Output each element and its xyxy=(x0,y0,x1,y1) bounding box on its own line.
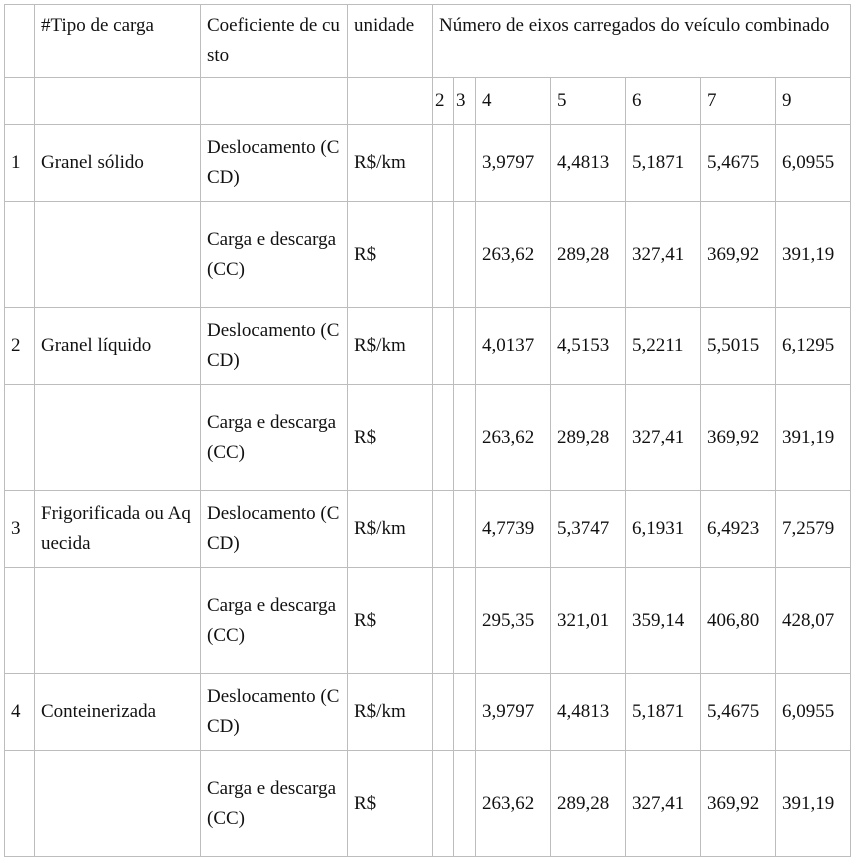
axle-6-value-cell: 5,2211 xyxy=(626,308,701,385)
cost-coefficient-cell: Carga e descarga (CC) xyxy=(201,202,348,308)
axle-4-value-cell: 3,9797 xyxy=(476,125,551,202)
axle-4-value-cell: 263,62 xyxy=(476,751,551,857)
unit-cell: R$/km xyxy=(348,674,433,751)
axle-2-value-cell xyxy=(433,385,454,491)
axle-3-value-cell xyxy=(454,385,476,491)
axle-2-value-cell xyxy=(433,202,454,308)
cargo-type-cell: Granel sólido xyxy=(35,125,201,202)
table-row xyxy=(5,202,851,308)
axle-7-value-cell: 5,4675 xyxy=(701,125,776,202)
axle-4-value-cell: 4,0137 xyxy=(476,308,551,385)
cargo-type-cell: Frigorificada ou Aquecida xyxy=(35,491,201,568)
row-number-cell xyxy=(5,385,35,491)
axle-3-value-cell xyxy=(454,202,476,308)
axle-6-value-cell: 327,41 xyxy=(626,202,701,308)
axle-header-6: 6 xyxy=(626,78,701,125)
table-row xyxy=(5,125,851,202)
cost-coefficient-cell: Deslocamento (CCD) xyxy=(201,491,348,568)
axle-header-3: 3 xyxy=(454,78,476,125)
axle-2-value-cell xyxy=(433,751,454,857)
axle-header-9: 9 xyxy=(776,78,851,125)
axle-9-value-cell: 391,19 xyxy=(776,385,851,491)
axle-4-value-cell: 295,35 xyxy=(476,568,551,674)
cargo-type-cell: Granel líquido xyxy=(35,308,201,385)
axle-2-value-cell xyxy=(433,491,454,568)
axle-5-value-cell: 321,01 xyxy=(551,568,626,674)
axle-4-value-cell: 263,62 xyxy=(476,385,551,491)
axle-3-value-cell xyxy=(454,125,476,202)
axle-header-5: 5 xyxy=(551,78,626,125)
axle-header-2: 2 xyxy=(433,78,454,125)
unit-cell: R$/km xyxy=(348,125,433,202)
axle-2-value-cell xyxy=(433,568,454,674)
unit-cell: R$ xyxy=(348,568,433,674)
axle-6-value-cell: 5,1871 xyxy=(626,125,701,202)
axle-2-value-cell xyxy=(433,308,454,385)
unit-cell: R$/km xyxy=(348,308,433,385)
table-row xyxy=(5,308,851,385)
axle-6-value-cell: 5,1871 xyxy=(626,674,701,751)
axle-5-value-cell: 4,4813 xyxy=(551,125,626,202)
cargo-type-cell: Conteinerizada xyxy=(35,674,201,751)
axle-3-value-cell xyxy=(454,674,476,751)
axle-6-value-cell: 6,1931 xyxy=(626,491,701,568)
axle-header-row xyxy=(5,78,851,125)
table-row xyxy=(5,751,851,857)
header-cell-unidade: unidade xyxy=(348,5,433,78)
table-row xyxy=(5,674,851,751)
axle-5-value-cell: 289,28 xyxy=(551,202,626,308)
unit-cell: R$ xyxy=(348,751,433,857)
row-number-cell: 1 xyxy=(5,125,35,202)
table-row xyxy=(5,491,851,568)
axle-7-value-cell: 369,92 xyxy=(701,385,776,491)
axle-9-value-cell: 7,2579 xyxy=(776,491,851,568)
cargo-type-cell xyxy=(35,751,201,857)
empty-cell xyxy=(201,78,348,125)
empty-cell xyxy=(5,78,35,125)
axle-7-value-cell: 369,92 xyxy=(701,202,776,308)
table-row xyxy=(5,385,851,491)
axle-5-value-cell: 289,28 xyxy=(551,751,626,857)
axle-9-value-cell: 391,19 xyxy=(776,202,851,308)
cost-coefficient-cell: Deslocamento (CCD) xyxy=(201,674,348,751)
axle-7-value-cell: 369,92 xyxy=(701,751,776,857)
header-cell-num xyxy=(5,5,35,78)
cost-coefficient-cell: Carga e descarga (CC) xyxy=(201,385,348,491)
header-cell-eixos: Número de eixos carregados do veículo combinado xyxy=(433,5,851,78)
cargo-type-cell xyxy=(35,385,201,491)
cost-coefficient-cell: Deslocamento (CCD) xyxy=(201,308,348,385)
header-row xyxy=(5,5,851,78)
axle-3-value-cell xyxy=(454,491,476,568)
cost-coefficient-cell: Deslocamento (CCD) xyxy=(201,125,348,202)
axle-9-value-cell: 6,0955 xyxy=(776,125,851,202)
header-cell-coef: Coeficiente de custo xyxy=(201,5,348,78)
axle-9-value-cell: 6,0955 xyxy=(776,674,851,751)
axle-header-7: 7 xyxy=(701,78,776,125)
axle-6-value-cell: 359,14 xyxy=(626,568,701,674)
axle-9-value-cell: 391,19 xyxy=(776,751,851,857)
axle-3-value-cell xyxy=(454,751,476,857)
header-cell-tipo: #Tipo de carga xyxy=(35,5,201,78)
table-row xyxy=(5,568,851,674)
axle-9-value-cell: 428,07 xyxy=(776,568,851,674)
freight-cost-table xyxy=(4,4,851,857)
unit-cell: R$ xyxy=(348,202,433,308)
row-number-cell xyxy=(5,568,35,674)
axle-7-value-cell: 406,80 xyxy=(701,568,776,674)
axle-5-value-cell: 4,5153 xyxy=(551,308,626,385)
axle-6-value-cell: 327,41 xyxy=(626,751,701,857)
axle-5-value-cell: 289,28 xyxy=(551,385,626,491)
cost-coefficient-cell: Carga e descarga (CC) xyxy=(201,751,348,857)
axle-7-value-cell: 6,4923 xyxy=(701,491,776,568)
axle-5-value-cell: 5,3747 xyxy=(551,491,626,568)
axle-2-value-cell xyxy=(433,674,454,751)
row-number-cell: 3 xyxy=(5,491,35,568)
axle-4-value-cell: 4,7739 xyxy=(476,491,551,568)
axle-5-value-cell: 4,4813 xyxy=(551,674,626,751)
row-number-cell: 4 xyxy=(5,674,35,751)
empty-cell xyxy=(348,78,433,125)
cargo-type-cell xyxy=(35,202,201,308)
row-number-cell xyxy=(5,751,35,857)
row-number-cell xyxy=(5,202,35,308)
axle-4-value-cell: 263,62 xyxy=(476,202,551,308)
axle-9-value-cell: 6,1295 xyxy=(776,308,851,385)
cargo-type-cell xyxy=(35,568,201,674)
axle-3-value-cell xyxy=(454,308,476,385)
axle-7-value-cell: 5,5015 xyxy=(701,308,776,385)
cost-coefficient-cell: Carga e descarga (CC) xyxy=(201,568,348,674)
axle-6-value-cell: 327,41 xyxy=(626,385,701,491)
unit-cell: R$/km xyxy=(348,491,433,568)
axle-7-value-cell: 5,4675 xyxy=(701,674,776,751)
axle-4-value-cell: 3,9797 xyxy=(476,674,551,751)
axle-3-value-cell xyxy=(454,568,476,674)
axle-2-value-cell xyxy=(433,125,454,202)
axle-header-4: 4 xyxy=(476,78,551,125)
row-number-cell: 2 xyxy=(5,308,35,385)
empty-cell xyxy=(35,78,201,125)
unit-cell: R$ xyxy=(348,385,433,491)
